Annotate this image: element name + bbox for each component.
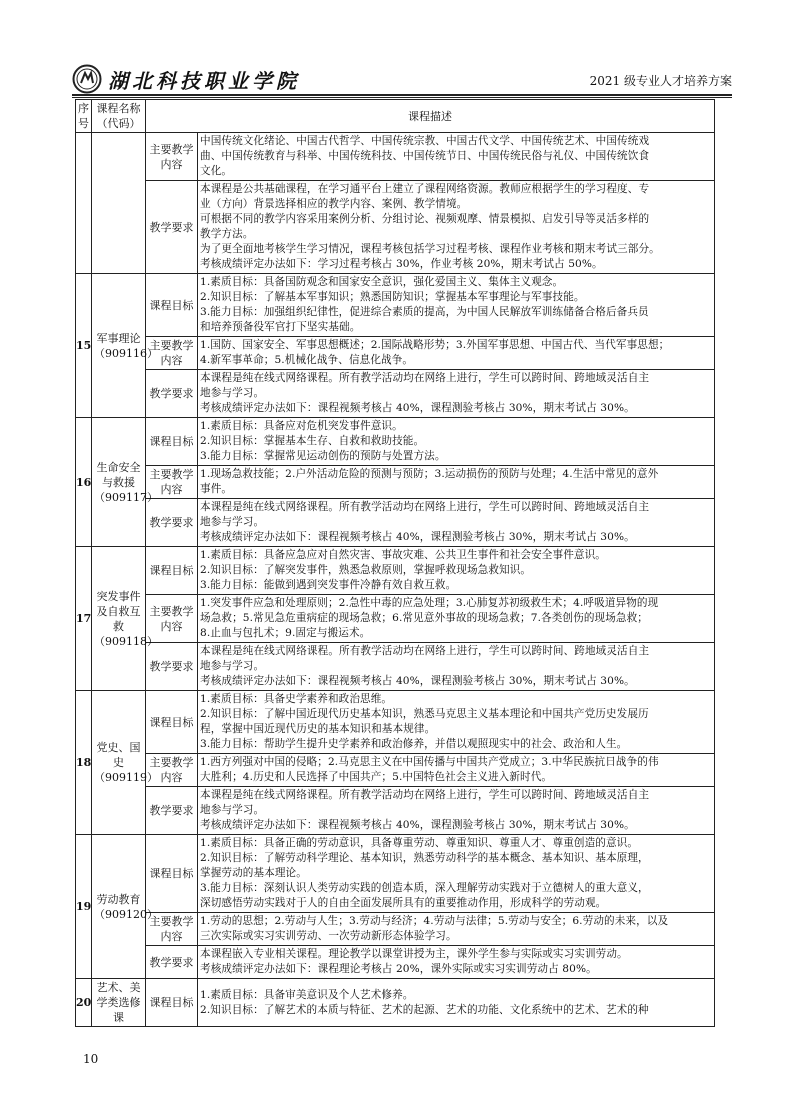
category-label: 教学要求 (146, 787, 198, 835)
category-label: 主要教学内容 (146, 337, 198, 370)
description-line: 3.能力目标：加强组织纪律性，促进综合素质的提高，为中国人民解放军训练储备合格后备兵员 (200, 306, 649, 318)
continued-no-cell (76, 133, 92, 274)
description-line: 为了更全面地考核学生学习情况，课程考核包括学习过程考核、课程作业考核和期末考试三部分。 (200, 243, 660, 255)
category-label: 主要教学内容 (146, 913, 198, 946)
description-cell (198, 754, 715, 787)
description-line: 3.能力目标：能做到遇到突发事件冷静有效自救互救。 (200, 579, 457, 591)
table-row (76, 913, 715, 946)
table-row (76, 547, 715, 595)
description-line: 三次实际或实习实训劳动、一次劳动新形态体验学习。 (200, 930, 457, 942)
description-cell (198, 787, 715, 835)
course-name-cell (92, 274, 158, 418)
description-line: 1.素质目标：具备史学素养和政治思维。 (200, 693, 393, 705)
description-cell (198, 370, 715, 418)
description-line: 8.止血与包扎术；9.固定与搬运术。 (200, 627, 371, 639)
description-line: 2.知识目标：了解基本军事知识；熟悉国防知识；掌握基本军事理论与军事技能。 (200, 291, 585, 303)
category-label: 教学要求 (146, 946, 198, 979)
description-line: 2.知识目标：了解中国近现代历史基本知识，熟悉马克思主义基本理论和中国共产党历史发展历 (200, 708, 649, 720)
description-line: 1.突发事件应急和处理原则；2.急性中毒的应急处理；3.心肺复苏初级救生术；4.呼吸道异物的现 (200, 597, 659, 609)
description-cell (198, 499, 715, 547)
col-name-header: 课程名称（代码） (92, 100, 146, 133)
table-row (76, 418, 715, 466)
description-cell (198, 946, 715, 979)
course-name: 党史、国史 (96, 741, 141, 769)
table-row (76, 946, 715, 979)
category-label: 教学要求 (146, 643, 198, 691)
description-line: 考核成绩评定办法如下：课程视频考核占 40%，课程测验考核占 30%，期末考试占 30%。 (200, 531, 635, 543)
category-label: 主要教学内容 (146, 466, 198, 499)
description-cell (198, 274, 715, 337)
course-code: （909117） (94, 490, 158, 504)
course-name-cell (92, 979, 146, 1027)
description-line: 本课程是纯在线式网络课程。所有教学活动均在网络上进行，学生可以跨时间、跨地域灵活自主 (200, 372, 650, 384)
col-desc-header: 课程描述 (146, 100, 715, 133)
course-number: 20 (76, 979, 92, 1027)
description-line: 程，掌握中国近现代历史的基本知识和基本规律。 (200, 723, 436, 735)
course-name: 生命安全与救援 (96, 460, 141, 489)
description-line: 本课程嵌入专业相关课程。理论教学以课堂讲授为主，课外学生参与实际或实习实训劳动。 (200, 948, 628, 960)
category-label: 课程目标 (146, 418, 198, 466)
category-label: 教学要求 (146, 181, 198, 274)
description-line: 1.素质目标：具备正确的劳动意识，具备尊重劳动、尊重知识、尊重人才、尊重创造的意识。 (200, 837, 639, 849)
category-label: 课程目标 (146, 979, 198, 1027)
header-rule-thin (72, 97, 732, 98)
description-line: 考核成绩评定办法如下：课程视频考核占 40%，课程测验考核占 30%，期末考试占 30%。 (200, 675, 635, 687)
description-line: 4.新军事革命；5.机械化战争、信息化战争。 (200, 354, 414, 366)
description-line: 1.素质目标：具备审美意识及个人艺术修养。 (200, 988, 414, 1001)
plan-title: 2021 级专业人才培养方案 (589, 74, 732, 88)
description-line: 业（方向）背景选择相应的教学内容、案例、教学情境。 (200, 198, 468, 210)
description-line: 大胜利；4.历史和人民选择了中国共产；5.中国特色社会主义进入新时代。 (200, 771, 553, 783)
description-cell (198, 691, 715, 754)
course-code: （909118） (94, 634, 158, 648)
description-line: 场急救；5.常见急危重病症的现场急救；6.常见意外事故的现场急救；7.各类创伤的现场急救； (200, 612, 648, 624)
description-line: 3.能力目标：深刻认识人类劳动实践的创造本质，深入理解劳动实践对于立德树人的重大意义， (200, 882, 649, 894)
description-cell (198, 979, 715, 1027)
page-number: 10 (83, 1052, 99, 1066)
course-name-cell (92, 835, 158, 979)
continued-req-row (76, 181, 715, 274)
course-code: （909120） (94, 907, 158, 921)
description-line: 文化。 (200, 165, 233, 177)
header-rule (72, 94, 732, 96)
table-row (76, 754, 715, 787)
table-row (76, 499, 715, 547)
description-cell (198, 181, 715, 274)
course-code: （909116） (94, 346, 158, 360)
description-line: 1.素质目标：具备应急应对自然灾害、事故灾难、公共卫生事件和社会安全事件意识。 (200, 549, 606, 561)
table-row (76, 466, 715, 499)
description-line: 2.知识目标：了解劳动科学理论、基本知识，熟悉劳动科学的基本概念、基本知识、基本原理， (200, 852, 649, 864)
table-row (76, 370, 715, 418)
description-line: 本课程是纯在线式网络课程。所有教学活动均在网络上进行，学生可以跨时间、跨地域灵活自主 (200, 789, 650, 801)
description-line: 中国传统文化绪论、中国古代哲学、中国传统宗教、中国古代文学、中国传统艺术、中国传统戏 (200, 135, 650, 147)
description-line: 1.素质目标：具备应对危机突发事件意识。 (200, 420, 403, 432)
table-row (76, 274, 715, 337)
school-logo-icon (72, 64, 102, 94)
description-line: 1.素质目标：具备国防观念和国家安全意识，强化爱国主义、集体主义观念。 (200, 276, 564, 288)
category-label: 主要教学内容 (146, 754, 198, 787)
table-row (76, 691, 715, 754)
description-line: 考核成绩评定办法如下：课程视频考核占 40%，课程测验考核占 30%，期末考试占 30%。 (200, 402, 635, 414)
description-line: 考核成绩评定办法如下：学习过程考核占 30%，作业考核 20%，期末考试占 50%。 (200, 258, 603, 270)
description-line: 3.能力目标：掌握常见运动创伤的预防与处置方法。 (200, 450, 446, 462)
course-number: 16 (76, 418, 92, 547)
description-line: 考核成绩评定办法如下：课程视频考核占 40%，课程测验考核占 30%，期末考试占 30%。 (200, 819, 635, 831)
description-line: 地参与学习。 (200, 516, 265, 528)
description-line: 本课程是纯在线式网络课程。所有教学活动均在网络上进行，学生可以跨时间、跨地域灵活自主 (200, 501, 650, 513)
table-row (76, 337, 715, 370)
description-line: 3.能力目标：帮助学生提升史学素养和政治修养，并借以观照现实中的社会、政治和人生。 (200, 738, 628, 750)
description-line: 地参与学习。 (200, 387, 265, 399)
category-label: 课程目标 (146, 691, 198, 754)
description-line: 1.现场急救技能；2.户外活动危险的预测与预防；3.运动损伤的预防与处理；4.生活中常见的意外 (200, 468, 659, 480)
description-line: 和培养预备役军官打下坚实基础。 (200, 321, 361, 333)
table-row (76, 787, 715, 835)
description-cell (198, 418, 715, 466)
course-name-cell (92, 547, 158, 691)
description-cell (198, 466, 715, 499)
course-name: 军事理论 (96, 331, 141, 345)
description-line: 2.知识目标：了解艺术的本质与特征、艺术的起源、艺术的功能、文化系统中的艺术、艺术的种 (200, 1003, 649, 1016)
category-label: 课程目标 (146, 274, 198, 337)
category-label: 教学要求 (146, 499, 198, 547)
continued-content-row (76, 133, 715, 181)
description-line: 事件。 (200, 483, 233, 495)
course-number: 15 (76, 274, 92, 418)
description-line: 1.劳动的思想；2.劳动与人生；3.劳动与经济；4.劳动与法律；5.劳动与安全；6.劳动的未来，以及 (200, 915, 669, 927)
course-name: 突发事件及自救互救 (96, 589, 141, 633)
description-cell (198, 337, 715, 370)
description-line: 地参与学习。 (200, 804, 265, 816)
course-name-cell (92, 418, 158, 547)
table-row (76, 595, 715, 643)
course-code: （909119） (94, 771, 158, 784)
description-line: 1.西方列强对中国的侵略；2.马克思主义在中国传播与中国共产党成立；3.中华民族抗日战争的伟 (200, 756, 659, 768)
description-line: 2.知识目标：了解突发事件，熟悉急救原则，掌握呼救现场急救知识。 (200, 564, 532, 576)
category-label: 主要教学内容 (146, 133, 198, 181)
description-line: 深切感悟劳动实践对于人的自由全面发展所具有的重要推动作用，形成科学的劳动观。 (200, 897, 607, 909)
course-number: 17 (76, 547, 92, 691)
description-cell (198, 913, 715, 946)
page-header (72, 62, 732, 96)
course-name: 艺术、美学类选修课 (96, 981, 141, 1024)
description-cell (198, 643, 715, 691)
table-row (76, 643, 715, 691)
description-line: 本课程是纯在线式网络课程。所有教学活动均在网络上进行，学生可以跨时间、跨地域灵活自主 (200, 645, 650, 657)
description-cell (198, 133, 715, 181)
continued-name-cell (92, 133, 146, 274)
table-row (76, 835, 715, 913)
course-number: 19 (76, 835, 92, 979)
category-label: 教学要求 (146, 370, 198, 418)
description-cell (198, 835, 715, 913)
category-label: 主要教学内容 (146, 595, 198, 643)
course-name: 劳动教育 (96, 892, 141, 906)
category-label: 课程目标 (146, 547, 198, 595)
description-line: 曲、中国传统教育与科举、中国传统科技、中国传统节日、中国传统民俗与礼仪、中国传统饮食 (200, 150, 650, 162)
description-line: 本课程是公共基础课程，在学习通平台上建立了课程网络资源。教师应根据学生的学习程度、专 (200, 183, 650, 195)
col-no-header: 序号 (76, 100, 92, 133)
description-line: 2.知识目标：掌握基本生存、自救和救助技能。 (200, 435, 425, 447)
description-line: 地参与学习。 (200, 660, 265, 672)
table-row (76, 979, 715, 1027)
description-line: 考核成绩评定办法如下：课程理论考核占 20%，课外实际或实习实训劳动占 80%。 (200, 963, 597, 975)
description-line: 教学方法。 (200, 228, 254, 240)
description-line: 1.国防、国家安全、军事思想概述；2.国际战略形势；3.外国军事思想、中国古代、当代军事思想； (200, 339, 670, 351)
description-line: 可根据不同的教学内容采用案例分析、分组讨论、视频观摩、情景模拟、启发引导等灵活多样的 (200, 213, 650, 225)
course-number: 18 (76, 691, 92, 835)
course-name-cell (92, 691, 158, 835)
school-name: 湖北科技职业学院 (108, 69, 300, 93)
description-cell (198, 595, 715, 643)
category-label: 课程目标 (146, 835, 198, 913)
description-cell (198, 547, 715, 595)
table-header-row (76, 100, 715, 133)
course-table (75, 99, 715, 1027)
description-line: 掌握劳动的基本理论。 (200, 867, 307, 879)
